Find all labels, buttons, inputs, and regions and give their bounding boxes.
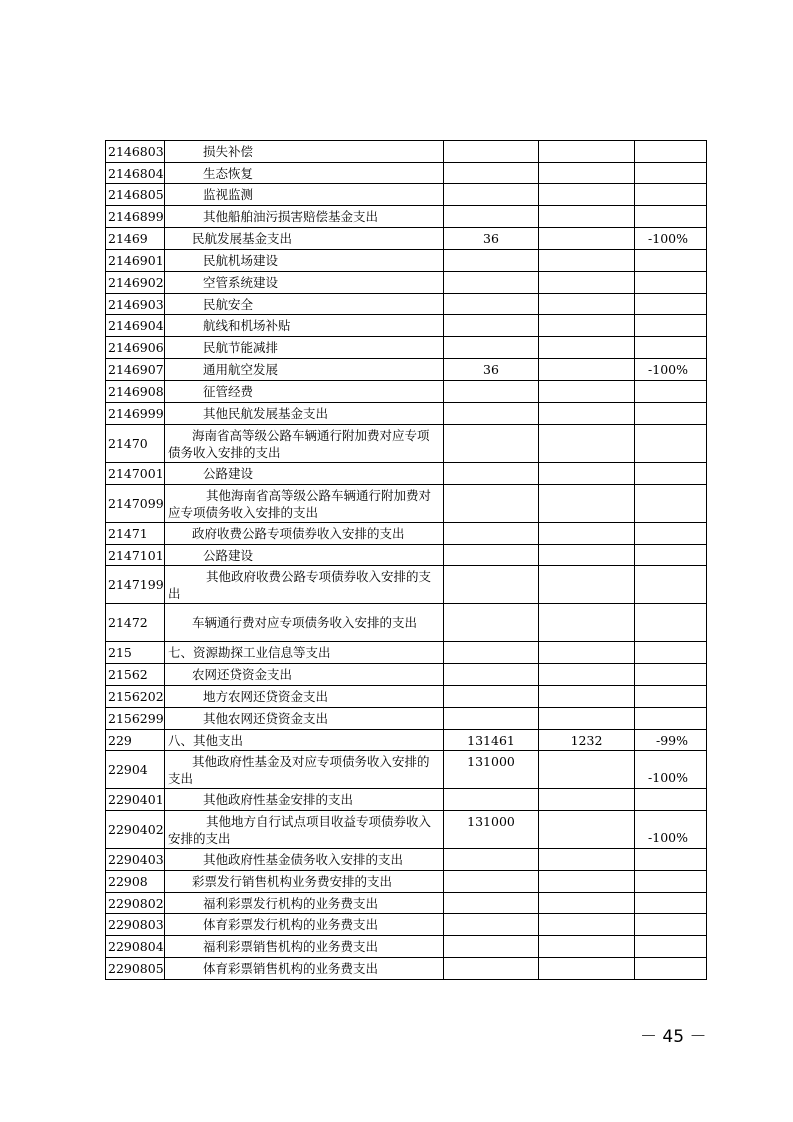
row-code: 2147199 <box>106 566 165 604</box>
row-value-col4 <box>539 871 635 893</box>
row-code: 21562 <box>106 664 165 686</box>
row-value-col5 <box>635 604 707 642</box>
row-value-col3 <box>444 604 539 642</box>
row-value-col4 <box>539 228 635 250</box>
table-row <box>106 425 707 463</box>
row-value-col5 <box>635 163 707 184</box>
row-code: 2290802 <box>106 893 165 914</box>
row-value-col3 <box>444 686 539 708</box>
row-code: 21470 <box>106 425 165 463</box>
table-row <box>106 914 707 936</box>
row-value-col3 <box>444 272 539 294</box>
row-value-col5 <box>635 425 707 463</box>
row-value-col4 <box>539 425 635 463</box>
row-value-col4 <box>539 936 635 958</box>
row-name: 地方农网还贷资金支出 <box>165 686 444 708</box>
row-value-col3 <box>444 381 539 403</box>
table-row <box>106 789 707 811</box>
table-row <box>106 381 707 403</box>
table-row <box>106 958 707 980</box>
row-value-col5 <box>635 381 707 403</box>
row-code: 2147099 <box>106 485 165 523</box>
row-code: 22904 <box>106 751 165 789</box>
row-name: 损失补偿 <box>165 141 444 163</box>
row-name: 民航节能减排 <box>165 337 444 359</box>
row-value-col3 <box>444 485 539 523</box>
table-row <box>106 294 707 315</box>
row-value-col3 <box>444 294 539 315</box>
row-value-col3 <box>444 936 539 958</box>
row-value-col5 <box>635 184 707 206</box>
row-value-col4 <box>539 485 635 523</box>
row-name: 福利彩票发行机构的业务费支出 <box>165 893 444 914</box>
row-value-col4 <box>539 849 635 871</box>
row-value-col3 <box>444 425 539 463</box>
row-value-col4 <box>539 708 635 730</box>
row-code: 2146902 <box>106 272 165 294</box>
row-name: 公路建设 <box>165 463 444 485</box>
row-value-col5 <box>635 206 707 228</box>
row-value-col5 <box>635 642 707 664</box>
row-value-col4 <box>539 545 635 566</box>
row-value-col4 <box>539 642 635 664</box>
row-value-col4 <box>539 163 635 184</box>
table-row <box>106 642 707 664</box>
row-code: 22908 <box>106 871 165 893</box>
row-value-col5 <box>635 893 707 914</box>
row-value-col4 <box>539 566 635 604</box>
row-value-col4 <box>539 315 635 337</box>
row-value-col3: 131000 <box>444 751 539 789</box>
row-value-col3: 131000 <box>444 811 539 849</box>
row-name: 征管经费 <box>165 381 444 403</box>
row-value-col5 <box>635 566 707 604</box>
row-code: 2146804 <box>106 163 165 184</box>
row-value-col5: -100% <box>635 751 707 789</box>
row-code: 2146906 <box>106 337 165 359</box>
row-value-col3 <box>444 914 539 936</box>
row-value-col4 <box>539 272 635 294</box>
row-name: 其他农网还贷资金支出 <box>165 708 444 730</box>
row-value-col3 <box>444 337 539 359</box>
row-name: 其他海南省高等级公路车辆通行附加费对应专项债务收入安排的支出 <box>165 485 444 523</box>
table-row <box>106 141 707 163</box>
table-row <box>106 184 707 206</box>
row-value-col3: 36 <box>444 228 539 250</box>
table-row <box>106 708 707 730</box>
budget-table <box>105 140 707 980</box>
row-value-col5: -100% <box>635 811 707 849</box>
row-name: 彩票发行销售机构业务费安排的支出 <box>165 871 444 893</box>
row-code: 2146908 <box>106 381 165 403</box>
row-name: 体育彩票销售机构的业务费支出 <box>165 958 444 980</box>
table-row <box>106 751 707 789</box>
row-value-col3 <box>444 871 539 893</box>
table-row <box>106 485 707 523</box>
row-code: 21472 <box>106 604 165 642</box>
row-value-col3 <box>444 403 539 425</box>
row-value-col3 <box>444 463 539 485</box>
row-value-col4 <box>539 664 635 686</box>
row-code: 2290401 <box>106 789 165 811</box>
row-value-col5 <box>635 141 707 163</box>
row-name: 车辆通行费对应专项债务收入安排的支出 <box>165 604 444 642</box>
row-name: 其他地方自行试点项目收益专项债券收入安排的支出 <box>165 811 444 849</box>
row-code: 2146901 <box>106 250 165 272</box>
row-name: 其他民航发展基金支出 <box>165 403 444 425</box>
row-value-col5 <box>635 789 707 811</box>
row-name: 通用航空发展 <box>165 359 444 381</box>
row-name: 体育彩票发行机构的业务费支出 <box>165 914 444 936</box>
table-row <box>106 337 707 359</box>
row-value-col5 <box>635 403 707 425</box>
row-name: 农网还贷资金支出 <box>165 664 444 686</box>
table-row <box>106 315 707 337</box>
table-row <box>106 936 707 958</box>
row-value-col3 <box>444 523 539 545</box>
table-row <box>106 523 707 545</box>
table-row <box>106 664 707 686</box>
table-row <box>106 811 707 849</box>
row-value-col3 <box>444 315 539 337</box>
row-name: 生态恢复 <box>165 163 444 184</box>
row-value-col4 <box>539 914 635 936</box>
row-value-col5: -99% <box>635 730 707 751</box>
row-value-col4 <box>539 893 635 914</box>
row-name: 公路建设 <box>165 545 444 566</box>
table-row <box>106 272 707 294</box>
table-row <box>106 228 707 250</box>
row-value-col4 <box>539 294 635 315</box>
row-name: 监视监测 <box>165 184 444 206</box>
row-name: 福利彩票销售机构的业务费支出 <box>165 936 444 958</box>
row-value-col4 <box>539 463 635 485</box>
row-code: 2290803 <box>106 914 165 936</box>
table-row <box>106 545 707 566</box>
row-value-col4: 1232 <box>539 730 635 751</box>
row-code: 2146803 <box>106 141 165 163</box>
row-value-col3 <box>444 893 539 914</box>
row-value-col5 <box>635 545 707 566</box>
row-code: 2146903 <box>106 294 165 315</box>
row-name: 其他船舶油污损害赔偿基金支出 <box>165 206 444 228</box>
row-value-col4 <box>539 686 635 708</box>
row-code: 2290804 <box>106 936 165 958</box>
row-value-col3: 36 <box>444 359 539 381</box>
row-value-col3 <box>444 163 539 184</box>
row-code: 21471 <box>106 523 165 545</box>
row-value-col4 <box>539 206 635 228</box>
row-value-col4 <box>539 789 635 811</box>
table-row <box>106 686 707 708</box>
row-code: 215 <box>106 642 165 664</box>
row-code: 2290402 <box>106 811 165 849</box>
row-code: 21469 <box>106 228 165 250</box>
table-row <box>106 359 707 381</box>
table-row <box>106 250 707 272</box>
row-value-col5 <box>635 315 707 337</box>
row-value-col5: -100% <box>635 359 707 381</box>
row-value-col3 <box>444 708 539 730</box>
row-value-col3 <box>444 566 539 604</box>
row-name: 民航发展基金支出 <box>165 228 444 250</box>
table-row <box>106 604 707 642</box>
row-value-col4 <box>539 359 635 381</box>
row-value-col4 <box>539 141 635 163</box>
table-row <box>106 206 707 228</box>
row-value-col5 <box>635 664 707 686</box>
row-value-col3 <box>444 545 539 566</box>
row-name: 其他政府收费公路专项债券收入安排的支出 <box>165 566 444 604</box>
row-value-col5 <box>635 686 707 708</box>
row-value-col3 <box>444 789 539 811</box>
row-value-col5 <box>635 936 707 958</box>
row-value-col3 <box>444 141 539 163</box>
row-value-col3 <box>444 958 539 980</box>
row-code: 2290403 <box>106 849 165 871</box>
row-value-col3: 131461 <box>444 730 539 751</box>
row-value-col3 <box>444 206 539 228</box>
row-value-col5 <box>635 958 707 980</box>
row-value-col4 <box>539 184 635 206</box>
row-code: 2156202 <box>106 686 165 708</box>
row-value-col5 <box>635 914 707 936</box>
row-value-col3 <box>444 642 539 664</box>
row-code: 2156299 <box>106 708 165 730</box>
table-body <box>106 141 707 980</box>
row-code: 2146899 <box>106 206 165 228</box>
row-value-col5 <box>635 463 707 485</box>
table-row <box>106 566 707 604</box>
row-name: 其他政府性基金安排的支出 <box>165 789 444 811</box>
table-row <box>106 403 707 425</box>
row-value-col5 <box>635 871 707 893</box>
row-name: 航线和机场补贴 <box>165 315 444 337</box>
row-code: 2146907 <box>106 359 165 381</box>
row-value-col5 <box>635 849 707 871</box>
row-value-col3 <box>444 184 539 206</box>
row-value-col4 <box>539 958 635 980</box>
row-value-col4 <box>539 811 635 849</box>
row-code: 2146805 <box>106 184 165 206</box>
row-name: 海南省高等级公路车辆通行附加费对应专项债务收入安排的支出 <box>165 425 444 463</box>
row-name: 八、其他支出 <box>165 730 444 751</box>
row-value-col4 <box>539 751 635 789</box>
row-code: 229 <box>106 730 165 751</box>
row-value-col4 <box>539 604 635 642</box>
row-value-col5 <box>635 294 707 315</box>
row-value-col4 <box>539 403 635 425</box>
row-value-col3 <box>444 250 539 272</box>
row-code: 2147101 <box>106 545 165 566</box>
row-value-col5: -100% <box>635 228 707 250</box>
row-value-col5 <box>635 708 707 730</box>
row-name: 七、资源勘探工业信息等支出 <box>165 642 444 664</box>
row-name: 政府收费公路专项债券收入安排的支出 <box>165 523 444 545</box>
row-code: 2146999 <box>106 403 165 425</box>
row-value-col5 <box>635 523 707 545</box>
row-value-col3 <box>444 849 539 871</box>
row-value-col4 <box>539 337 635 359</box>
page-number: － 45 － <box>640 1027 707 1047</box>
row-value-col3 <box>444 664 539 686</box>
table-row <box>106 163 707 184</box>
row-name: 空管系统建设 <box>165 272 444 294</box>
table-row <box>106 463 707 485</box>
row-value-col5 <box>635 272 707 294</box>
row-code: 2146904 <box>106 315 165 337</box>
row-name: 民航机场建设 <box>165 250 444 272</box>
table-row <box>106 730 707 751</box>
row-value-col5 <box>635 485 707 523</box>
row-code: 2290805 <box>106 958 165 980</box>
table-row <box>106 893 707 914</box>
row-value-col5 <box>635 337 707 359</box>
row-value-col5 <box>635 250 707 272</box>
row-name: 其他政府性基金债务收入安排的支出 <box>165 849 444 871</box>
row-value-col4 <box>539 250 635 272</box>
row-name: 民航安全 <box>165 294 444 315</box>
row-code: 2147001 <box>106 463 165 485</box>
table-row <box>106 871 707 893</box>
row-name: 其他政府性基金及对应专项债务收入安排的支出 <box>165 751 444 789</box>
row-value-col4 <box>539 381 635 403</box>
row-value-col4 <box>539 523 635 545</box>
table-row <box>106 849 707 871</box>
